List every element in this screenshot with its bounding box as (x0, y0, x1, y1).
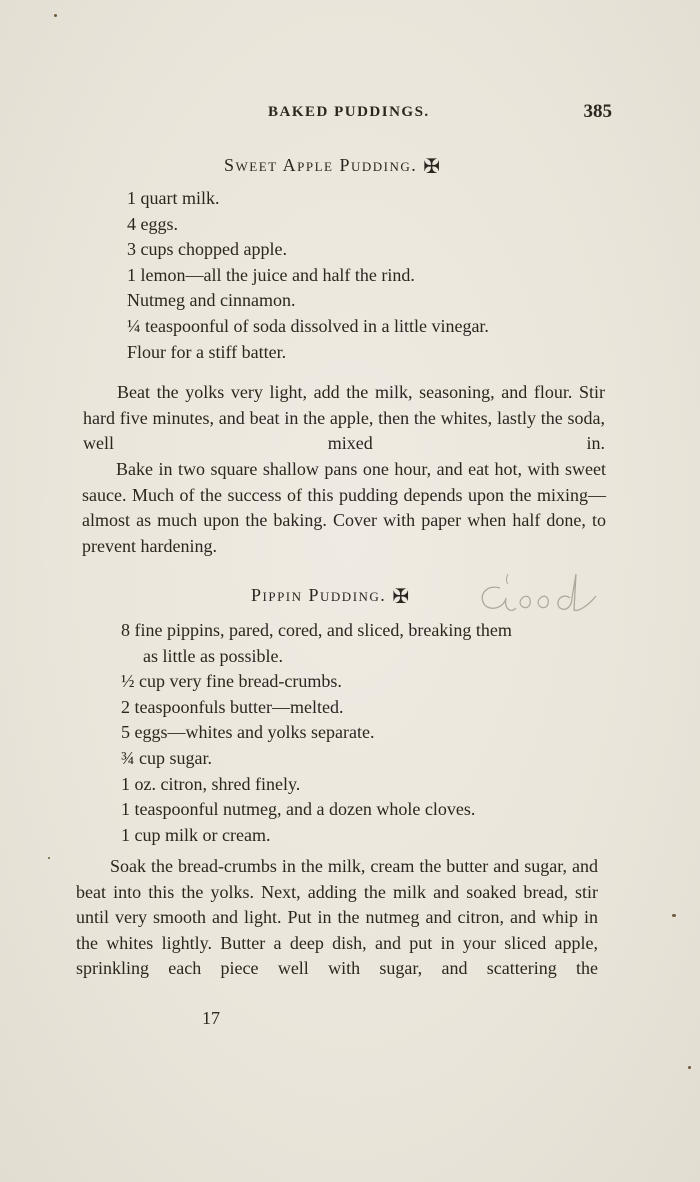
recipe-title-text: Pippin Pudding. (251, 585, 387, 605)
ingredient-item: ¼ teaspoonful of soda dissolved in a little vinegar. (127, 315, 489, 336)
signature-mark: 17 (202, 1008, 220, 1028)
handwritten-note (470, 570, 610, 620)
ingredient-item: 1 oz. citron, shred finely. (121, 773, 301, 794)
ingredient-item: ¾ cup sugar. (121, 747, 212, 768)
instruction-paragraph: Soak the bread-crumbs in the milk, cream the butter and sugar, and beat into this the yolks. Next, adding the milk and soaked bread, stir until very smooth and light. Put in the nutmeg and citron, and whip in the whites lightly. Butter a deep dish, and put in your sliced apple, sprinkling each piece well with sugar, and scattering the (76, 856, 598, 978)
instruction-paragraph: Beat the yolks very light, add the milk, seasoning, and flour. Stir hard five minutes, and beat in the apple, then the whites, lastly the soda, well mixed in. (83, 382, 605, 453)
instruction-paragraph: Bake in two square shallow pans one hour, and eat hot, with sweet sauce. Much of the success of this pudding depends upon the mixing—almost as much upon the baking. Cover with paper when half done, to prevent hardening. (82, 459, 606, 556)
ingredient-item: 8 fine pippins, pared, cored, and sliced, breaking them (121, 620, 512, 640)
ingredient-list-pippin (121, 618, 512, 848)
paper-speck (48, 857, 50, 859)
ingredient-item: 1 cup milk or cream. (121, 824, 271, 845)
paper-speck (688, 1066, 691, 1069)
ingredient-list-sweet-apple (127, 186, 489, 365)
ingredient-item: 1 lemon—all the juice and half the rind. (127, 264, 415, 285)
page-number: 385 (583, 101, 612, 122)
ingredient-item: 5 eggs—whites and yolks separate. (121, 722, 375, 743)
recipe-title-sweet-apple-pudding (224, 154, 442, 179)
running-title: BAKED PUDDINGS. (268, 104, 430, 120)
recipe-title-text: Sweet Apple Pudding. (224, 155, 418, 175)
ingredient-item: 2 teaspoonfuls butter—melted. (121, 696, 344, 717)
ingredient-item: 4 eggs. (127, 213, 178, 234)
running-head (80, 101, 620, 128)
ingredient-item: Nutmeg and cinnamon. (127, 290, 296, 311)
ingredient-item: Flour for a stiff batter. (127, 341, 287, 362)
cross-mark-icon: ✠ (392, 586, 411, 608)
ingredient-item: 3 cups chopped apple. (127, 239, 287, 260)
recipe-title-pippin-pudding (251, 584, 411, 609)
ingredient-item: 1 quart milk. (127, 188, 220, 208)
paper-speck (672, 914, 676, 917)
ingredient-item: 1 teaspoonful nutmeg, and a dozen whole cloves. (121, 799, 476, 820)
cross-mark-icon: ✠ (423, 156, 442, 178)
paper-speck (54, 14, 57, 17)
ingredient-item: ½ cup very fine bread-crumbs. (121, 671, 342, 692)
ingredient-item: as little as possible. (143, 645, 283, 666)
